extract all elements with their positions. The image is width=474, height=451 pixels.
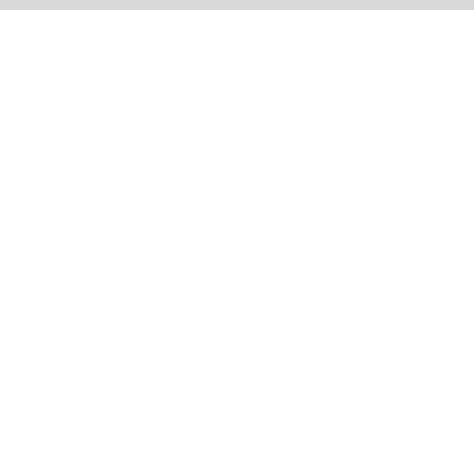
- table-header: [0, 0, 474, 10]
